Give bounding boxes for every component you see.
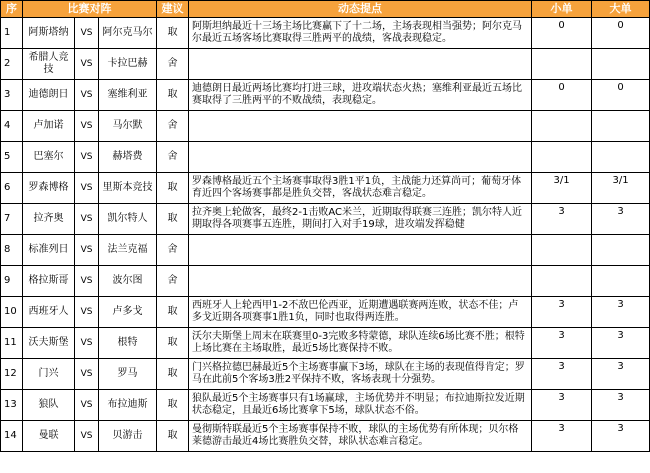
table-row — [1, 421, 650, 452]
table-row — [1, 18, 650, 49]
row-index: 2 — [1, 49, 23, 80]
analysis-note: 门兴格拉德巴赫最近5个主场赛事赢下3场，球队在主场的表现值得肯定；罗马在此前5个客场3胜2平保持不败，客场表现十分强势。 — [189, 359, 532, 390]
analysis-note: 罗森博格最近五个主场赛事取得3胜1平1负，主战能力还算尚可；葡萄牙体育近四个客场赛事都是胜负交替，客战状态难言稳定。 — [189, 173, 532, 204]
table-row — [1, 80, 650, 111]
vs-label: VS — [75, 297, 99, 328]
away-team: 塞维利亚 — [99, 80, 157, 111]
home-team: 门兴 — [23, 359, 75, 390]
vs-label: VS — [75, 266, 99, 297]
row-index: 1 — [1, 18, 23, 49]
suggestion: 取 — [157, 173, 189, 204]
analysis-note: 拉齐奥上轮做客，最终2-1击败AC米兰，近期取得联赛三连胜；凯尔特人近期取得各项赛事五连胜，期间打入对手19球，进攻端发挥稳健 — [189, 204, 532, 235]
analysis-note — [189, 111, 532, 142]
analysis-note — [189, 49, 532, 80]
suggestion: 舍 — [157, 49, 189, 80]
suggestion: 取 — [157, 421, 189, 452]
small-bet: 3 — [532, 297, 592, 328]
header-match: 比赛对阵 — [23, 1, 157, 18]
row-index: 6 — [1, 173, 23, 204]
away-team: 凯尔特人 — [99, 204, 157, 235]
big-bet: 3 — [592, 297, 650, 328]
small-bet: 0 — [532, 18, 592, 49]
home-team: 卢加诺 — [23, 111, 75, 142]
home-team: 巴塞尔 — [23, 142, 75, 173]
small-bet — [532, 266, 592, 297]
away-team: 法兰克福 — [99, 235, 157, 266]
header-suggest: 建议 — [157, 1, 189, 18]
header-small: 小单 — [532, 1, 592, 18]
table-row — [1, 266, 650, 297]
big-bet: 3 — [592, 328, 650, 359]
away-team: 波尔图 — [99, 266, 157, 297]
vs-label: VS — [75, 142, 99, 173]
vs-label: VS — [75, 359, 99, 390]
header-big: 大单 — [592, 1, 650, 18]
row-index: 5 — [1, 142, 23, 173]
away-team: 布拉迪斯 — [99, 390, 157, 421]
home-team: 沃夫斯堡 — [23, 328, 75, 359]
away-team: 阿尔克马尔 — [99, 18, 157, 49]
vs-label: VS — [75, 235, 99, 266]
row-index: 7 — [1, 204, 23, 235]
analysis-note — [189, 142, 532, 173]
suggestion: 取 — [157, 18, 189, 49]
row-index: 10 — [1, 297, 23, 328]
home-team: 狼队 — [23, 390, 75, 421]
small-bet — [532, 235, 592, 266]
big-bet: 3 — [592, 421, 650, 452]
table-row — [1, 297, 650, 328]
suggestion: 取 — [157, 204, 189, 235]
suggestion: 舍 — [157, 142, 189, 173]
row-index: 11 — [1, 328, 23, 359]
suggestion: 取 — [157, 328, 189, 359]
suggestion: 取 — [157, 390, 189, 421]
big-bet: 3 — [592, 204, 650, 235]
vs-label: VS — [75, 49, 99, 80]
away-team: 里斯本竞技 — [99, 173, 157, 204]
big-bet — [592, 142, 650, 173]
big-bet: 0 — [592, 80, 650, 111]
table-row — [1, 328, 650, 359]
small-bet — [532, 111, 592, 142]
home-team: 拉齐奥 — [23, 204, 75, 235]
row-index: 12 — [1, 359, 23, 390]
row-index: 14 — [1, 421, 23, 452]
table-row — [1, 235, 650, 266]
row-index: 3 — [1, 80, 23, 111]
home-team: 阿斯塔纳 — [23, 18, 75, 49]
small-bet: 3 — [532, 421, 592, 452]
analysis-note — [189, 266, 532, 297]
away-team: 根特 — [99, 328, 157, 359]
small-bet: 0 — [532, 80, 592, 111]
table-row — [1, 390, 650, 421]
big-bet: 3 — [592, 390, 650, 421]
away-team: 马尔默 — [99, 111, 157, 142]
vs-label: VS — [75, 173, 99, 204]
suggestion: 取 — [157, 80, 189, 111]
away-team: 卢多戈 — [99, 297, 157, 328]
away-team: 赫塔费 — [99, 142, 157, 173]
row-index: 4 — [1, 111, 23, 142]
big-bet — [592, 49, 650, 80]
row-index: 9 — [1, 266, 23, 297]
table-row — [1, 204, 650, 235]
home-team: 格拉斯哥 — [23, 266, 75, 297]
small-bet — [532, 49, 592, 80]
away-team: 卡拉巴赫 — [99, 49, 157, 80]
big-bet — [592, 266, 650, 297]
analysis-note: 迪德朗日最近两场比赛均打进三球，进攻端状态火热；塞维利亚最近五场比赛取得了三胜两平的不败战绩，表现稳定。 — [189, 80, 532, 111]
big-bet: 3/1 — [592, 173, 650, 204]
small-bet: 3/1 — [532, 173, 592, 204]
header-analysis: 动态提点 — [189, 1, 532, 18]
suggestion: 舍 — [157, 235, 189, 266]
big-bet: 3 — [592, 359, 650, 390]
table-row — [1, 173, 650, 204]
small-bet — [532, 142, 592, 173]
small-bet: 3 — [532, 390, 592, 421]
away-team: 罗马 — [99, 359, 157, 390]
small-bet: 3 — [532, 359, 592, 390]
vs-label: VS — [75, 111, 99, 142]
suggestion: 舍 — [157, 111, 189, 142]
analysis-note: 阿斯坦纳最近十三场主场比赛赢下了十二场，主场表现相当强势；阿尔克马尔最近五场客场比赛取得三胜两平的战绩，客战表现稳定。 — [189, 18, 532, 49]
vs-label: VS — [75, 204, 99, 235]
small-bet: 3 — [532, 204, 592, 235]
table-row — [1, 359, 650, 390]
analysis-note: 曼彻斯特联最近5个主场赛事保持不败，球队的主场优势有所体现；贝尔格莱德游击最近4场比赛胜负交替，球队状态难言稳定。 — [189, 421, 532, 452]
home-team: 罗森博格 — [23, 173, 75, 204]
header-row — [1, 1, 650, 18]
analysis-note: 西班牙人上轮西甲1-2不敌巴伦西亚，近期遭遇联赛两连败，状态不佳；卢多戈近期各项赛事1胜1负，同时也取得两连胜。 — [189, 297, 532, 328]
vs-label: VS — [75, 80, 99, 111]
vs-label: VS — [75, 421, 99, 452]
table-row — [1, 142, 650, 173]
analysis-note — [189, 235, 532, 266]
analysis-note: 沃尔夫斯堡上周末在联赛里0-3完败多特蒙德，球队连续6场比赛不胜；根特上场比赛在主场取胜，最近5场比赛保持不败。 — [189, 328, 532, 359]
suggestion: 舍 — [157, 266, 189, 297]
suggestion: 取 — [157, 297, 189, 328]
home-team: 曼联 — [23, 421, 75, 452]
big-bet: 0 — [592, 18, 650, 49]
table-row — [1, 111, 650, 142]
vs-label: VS — [75, 390, 99, 421]
home-team: 标准列日 — [23, 235, 75, 266]
home-team: 迪德朗日 — [23, 80, 75, 111]
row-index: 13 — [1, 390, 23, 421]
small-bet: 3 — [532, 328, 592, 359]
home-team: 希腊人竞技 — [23, 49, 75, 80]
table-row — [1, 49, 650, 80]
away-team: 贝游击 — [99, 421, 157, 452]
big-bet — [592, 111, 650, 142]
big-bet — [592, 235, 650, 266]
vs-label: VS — [75, 18, 99, 49]
home-team: 西班牙人 — [23, 297, 75, 328]
header-idx: 序 — [1, 1, 23, 18]
suggestion: 取 — [157, 359, 189, 390]
row-index: 8 — [1, 235, 23, 266]
vs-label: VS — [75, 328, 99, 359]
analysis-note: 狼队最近5个主场赛事只有1场赢球，主场优势并不明显；布拉迪斯拉发近期状态稳定，且最近6场比赛拿下5场，球队状态不俗。 — [189, 390, 532, 421]
